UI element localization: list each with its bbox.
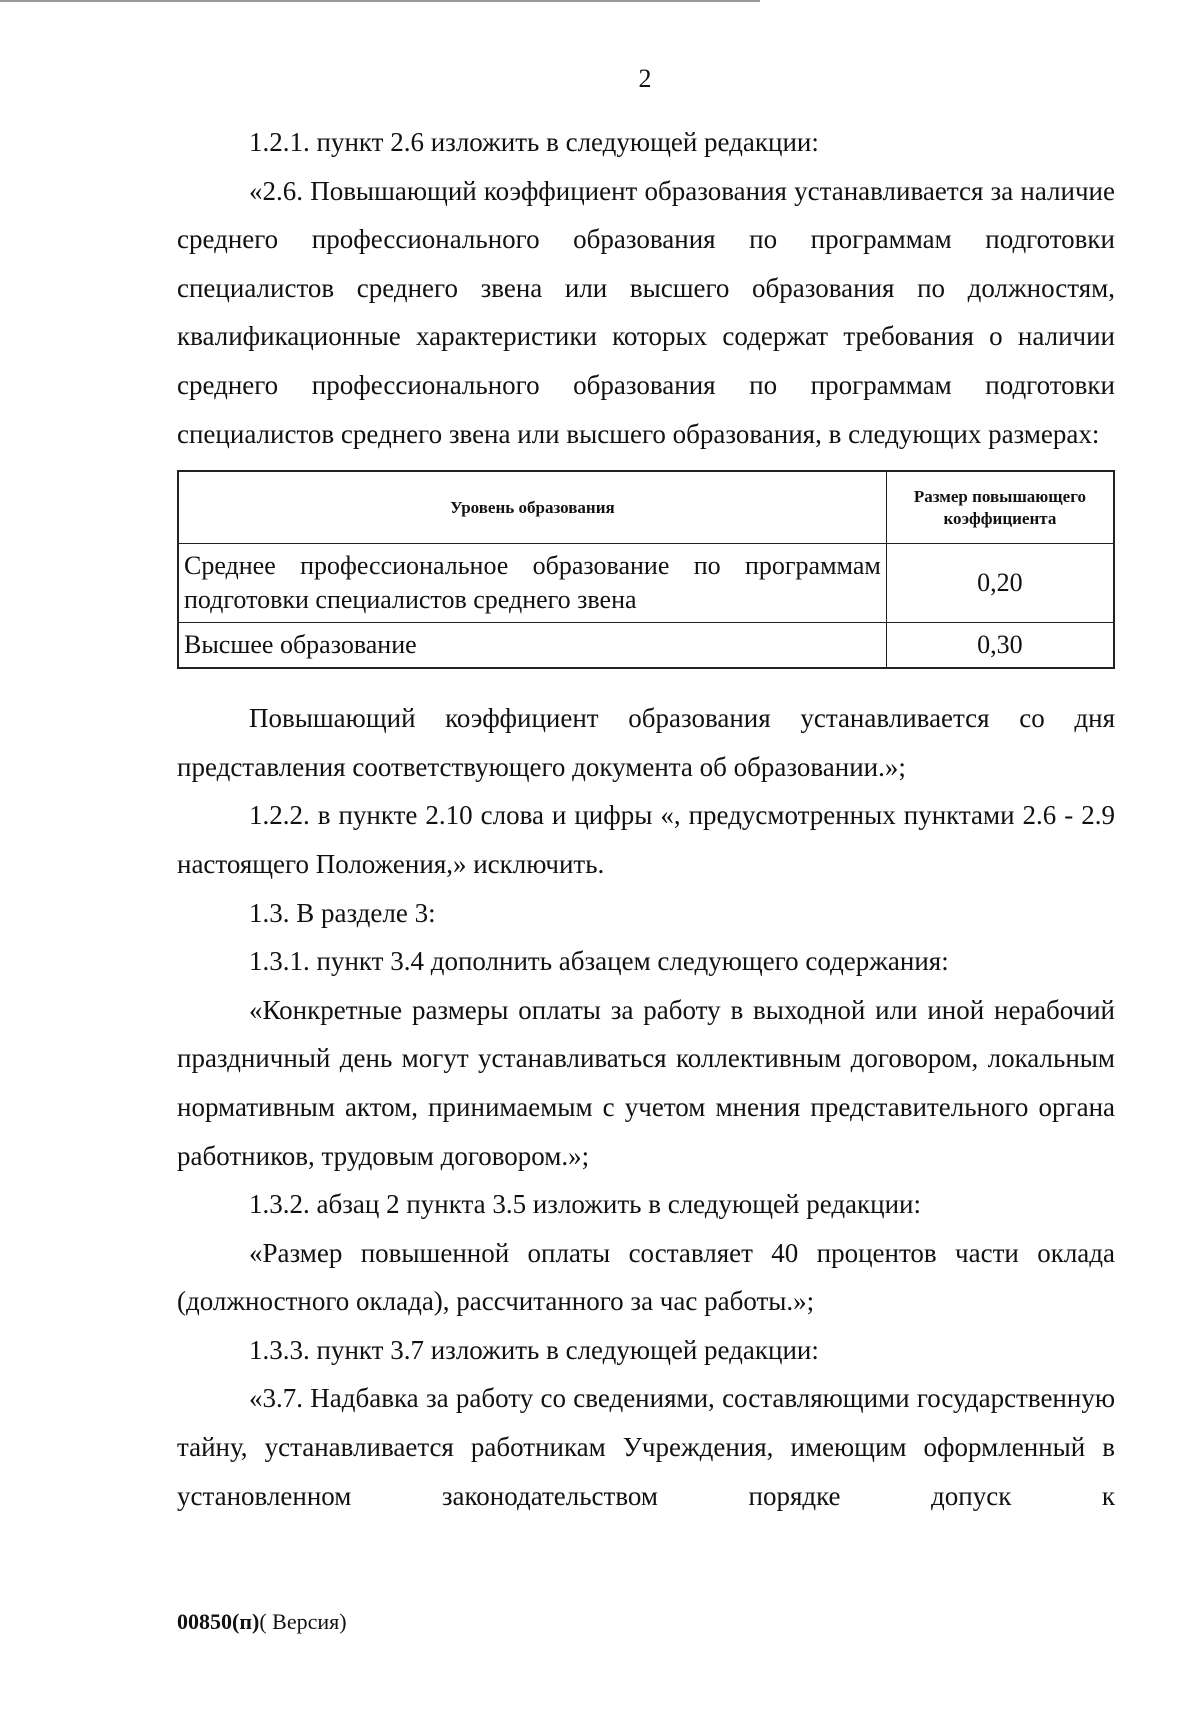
table-cell-value: 0,30 xyxy=(886,623,1114,669)
paragraph: 1.2.1. пункт 2.6 изложить в следующей редакции: xyxy=(249,127,819,157)
table-cell-level: Высшее образование xyxy=(178,623,886,669)
paragraph: «Размер повышенной оплаты составляет 40 процентов части оклада (должностного оклада), рассчитанного за час работы.»; xyxy=(177,1237,1115,1317)
paragraph: 1.3.2. абзац 2 пункта 3.5 изложить в следующей редакции: xyxy=(249,1189,922,1220)
table-header-level: Уровень образования xyxy=(178,471,886,544)
paragraph: 1.3.1. пункт 3.4 дополнить абзацем следующего содержания: xyxy=(249,946,949,977)
paragraph: «Конкретные размеры оплаты за работу в выходной или иной нерабочий праздничный день могут устанавливаться коллективным договором, локальным нормативным актом, принимаемым с учетом мнения представительного органа работников, трудовым договором.»; xyxy=(177,994,1115,1171)
table-row xyxy=(178,544,1114,623)
document-footer xyxy=(177,1608,347,1636)
table-header-row xyxy=(178,471,1114,544)
coefficient-table xyxy=(177,470,1115,669)
table-header-coefficient: Размер повышающего коэффициента xyxy=(886,471,1114,544)
scan-edge-line xyxy=(0,0,760,2)
paragraph: «2.6. Повышающий коэффициент образования устанавливается за наличие среднего профессионального образования по программам подготовки специалистов среднего звена или высшего образования по должностям, квалификационные характеристики которых содержат требования о наличии среднего профессионального образования по программам подготовки специалистов среднего звена или высшего образования, в следующих размерах: xyxy=(177,175,1115,449)
paragraph: 1.3. В разделе 3: xyxy=(249,897,436,928)
table-cell-level: Среднее профессиональное образование по программам подготовки специалистов среднего звена xyxy=(178,544,886,623)
table-cell-value: 0,20 xyxy=(886,544,1114,623)
document-version: ( Версия) xyxy=(259,1609,347,1634)
page-number: 2 xyxy=(638,64,652,93)
paragraph: 1.2.2. в пункте 2.10 слова и цифры «, предусмотренных пунктами 2.6 - 2.9 настоящего Положения,» исключить. xyxy=(177,800,1115,879)
table-row xyxy=(178,623,1114,669)
paragraph: «3.7. Надбавка за работу со сведениями, составляющими государственную тайну, устанавливается работникам Учреждения, имеющим оформленный в установленном законодательством порядке допуск к xyxy=(177,1383,1115,1511)
document-code: 00850(п) xyxy=(177,1609,260,1634)
paragraph: Повышающий коэффициент образования устанавливается со дня представления соответствующего документа об образовании.»; xyxy=(177,703,1115,782)
document-body xyxy=(177,118,1115,1520)
paragraph: 1.3.3. пункт 3.7 изложить в следующей редакции: xyxy=(249,1334,819,1365)
